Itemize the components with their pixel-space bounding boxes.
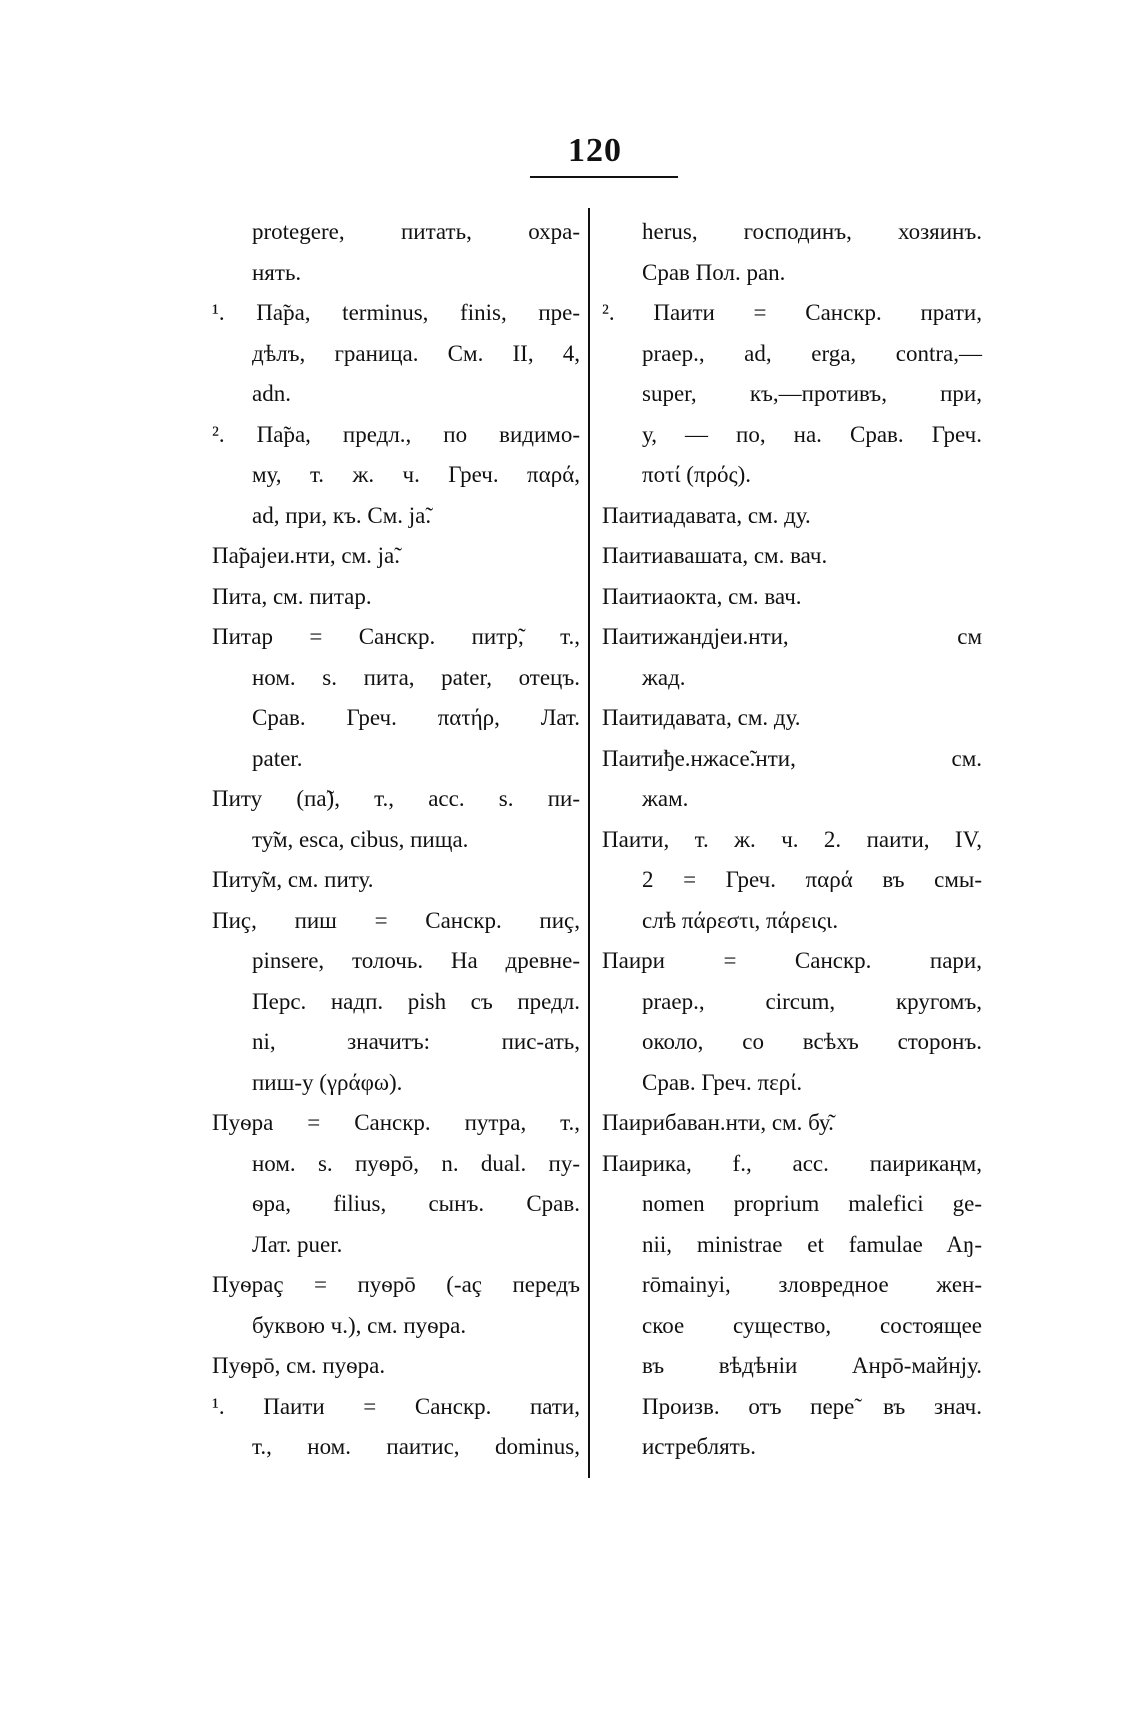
dictionary-line: ское существо, состоящее xyxy=(642,1312,982,1338)
dictionary-line: Питар = Санскр. питр̃, т., xyxy=(212,624,580,649)
dictionary-line: Срав Пол. pan. xyxy=(642,259,786,285)
dictionary-line: Паитиадавата, см. ду. xyxy=(602,502,811,528)
dictionary-line: жам. xyxy=(642,786,689,811)
dictionary-line: Пита, см. питар. xyxy=(212,583,372,609)
dictionary-line: въ вѣдѣніи Анрō-майнју. xyxy=(642,1353,982,1378)
dictionary-line: у, — по, на. Срав. Греч. xyxy=(642,421,982,447)
dictionary-line: ¹. Паити = Санскр. пати, xyxy=(212,1393,580,1419)
dictionary-line: adn. xyxy=(252,381,291,406)
dictionary-line: super, къ,—противъ, при, xyxy=(642,381,982,406)
dictionary-line: Паитиавашата, см. вач. xyxy=(602,543,828,568)
dictionary-line: Произв. отъ пере̃ въ знач. xyxy=(642,1393,982,1419)
dictionary-line: Питу (па̃), т., acc. s. пи- xyxy=(212,786,580,811)
dictionary-line: herus, господинъ, хозяинъ. xyxy=(642,219,982,244)
dictionary-line: ту̃м, esca, cibus, пища. xyxy=(252,826,469,852)
dictionary-line: Лат. puer. xyxy=(252,1231,343,1257)
dictionary-line: Пиç, пиш = Санскр. пиç, xyxy=(212,907,580,933)
dictionary-line: Паири = Санскр. пари, xyxy=(602,948,982,973)
header-rule xyxy=(530,176,678,178)
dictionary-line: ad, при, къ. См. ја̃. xyxy=(252,502,432,528)
dictionary-line: ном. s. пита, pater, отецъ. xyxy=(252,664,580,690)
dictionary-line: nii, ministrae et famulae Aŋ- xyxy=(642,1231,982,1257)
dictionary-line: rōmainyi, зловредное жен- xyxy=(642,1272,982,1297)
dictionary-line: Паирика, f., acc. паирикаңм, xyxy=(602,1150,982,1176)
dictionary-line: пиш-у (γράφω). xyxy=(252,1069,403,1095)
dictionary-line: му, т. ж. ч. Греч. παρά, xyxy=(252,462,580,487)
dictionary-line: Паитиаокта, см. вач. xyxy=(602,583,802,609)
dictionary-line: Питу̃м, см. питу. xyxy=(212,867,374,892)
dictionary-line: protegere, питать, охра- xyxy=(252,219,580,244)
dictionary-line: 2 = Греч. παρά въ смы- xyxy=(642,867,982,892)
page-number: 120 xyxy=(568,132,622,169)
dictionary-line: Перс. надп. pish съ предл. xyxy=(252,988,580,1014)
dictionary-line: Паитижандјеи.нти, см xyxy=(602,624,982,649)
dictionary-line: буквою ч.), см. пуѳра. xyxy=(252,1312,467,1338)
dictionary-line: ποτί (πρός). xyxy=(642,462,752,487)
dictionary-line: Па̃рајеи.нти, см. ја̃. xyxy=(212,543,400,568)
dictionary-line: ¹. Па̃ра, terminus, finis, пре- xyxy=(212,300,580,325)
dictionary-line: pinsere, толочь. На древне- xyxy=(252,948,580,973)
dictionary-line: ². Паити = Санскр. прати, xyxy=(602,300,982,325)
dictionary-line: Пуѳрō, см. пуѳра. xyxy=(212,1353,386,1378)
dictionary-line: Пуѳра = Санскр. путра, т., xyxy=(212,1110,580,1135)
dictionary-line: т., ном. паитис, dominus, xyxy=(252,1434,580,1459)
dictionary-line: Паитиђе.нжасе̃.нти, см. xyxy=(602,745,982,771)
dictionary-line: жад. xyxy=(642,664,686,690)
right-column xyxy=(602,212,982,1468)
dictionary-line: около, со всѣхъ сторонъ. xyxy=(642,1029,982,1054)
dictionary-line: ѳра, filius, сынъ. Срав. xyxy=(252,1191,580,1216)
dictionary-line: ni, значитъ: пис-ать, xyxy=(252,1029,580,1054)
left-column xyxy=(212,212,580,1468)
dictionary-line: nomen proprium malefici ge- xyxy=(642,1191,982,1216)
dictionary-line: pater. xyxy=(252,745,303,771)
dictionary-line: ². Па̃ра, предл., по видимо- xyxy=(212,421,580,447)
dictionary-line: нять. xyxy=(252,259,302,285)
column-divider xyxy=(588,208,590,1478)
dictionary-line: praep., ad, erga, contra,— xyxy=(642,340,982,366)
dictionary-line: слѣ πάρεστι, πάρειςι. xyxy=(642,907,839,933)
dictionary-line: Срав. Греч. πατήρ, Лат. xyxy=(252,705,580,730)
dictionary-line: praep., circum, кругомъ, xyxy=(642,988,982,1014)
dictionary-line: дѣлъ, граница. См. II, 4, xyxy=(252,340,580,366)
dictionary-line: ном. s. пуѳрō, n. dual. пу- xyxy=(252,1150,580,1176)
dictionary-line: Паирибаван.нти, см. бу̃. xyxy=(602,1110,834,1135)
dictionary-line: истреблять. xyxy=(642,1434,757,1459)
dictionary-line: Срав. Греч. περί. xyxy=(642,1069,803,1095)
dictionary-line: Пуѳраç = пуѳрō (-аç передъ xyxy=(212,1272,580,1297)
dictionary-line: Паити, т. ж. ч. 2. паити, IV, xyxy=(602,826,982,852)
dictionary-line: Паитидавата, см. ду. xyxy=(602,705,801,730)
